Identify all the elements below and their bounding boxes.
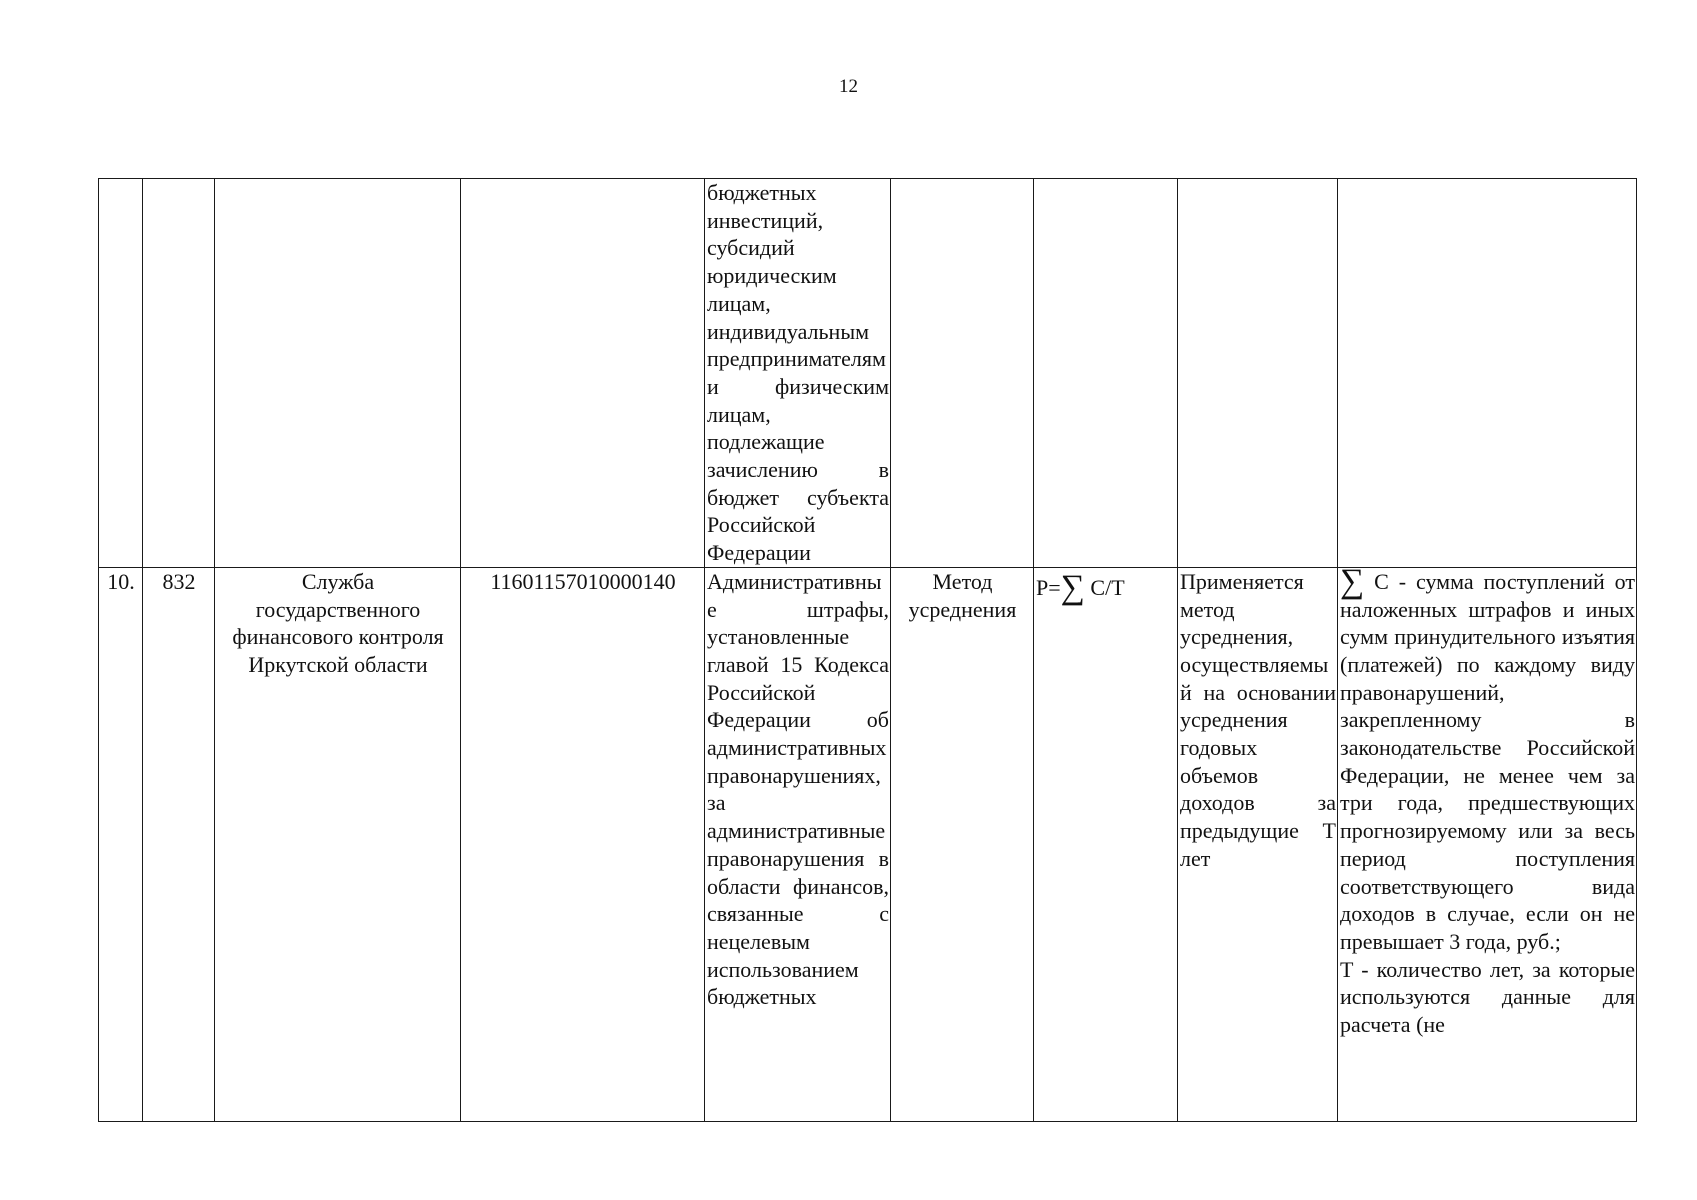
cell-method <box>891 179 1034 568</box>
revenue-forecast-table <box>98 178 1637 1122</box>
cell-algorithm <box>1178 179 1338 568</box>
cell-admin-code <box>143 179 215 568</box>
cell-number: 10. <box>99 567 143 1121</box>
cell-description <box>1338 179 1637 568</box>
cell-kbk-code <box>461 179 705 568</box>
cell-method: Метод усреднения <box>891 567 1034 1121</box>
formula <box>1036 568 1176 606</box>
cell-number <box>99 179 143 568</box>
cell-revenue-name: бюджетных инвестиций, субсидий юридическим лицам, индивидуальным предпринимателям и физическим лицам, подлежащие зачислению в бюджет субъекта Российской Федерации <box>705 179 891 568</box>
cell-formula <box>1034 567 1178 1121</box>
cell-admin-code: 832 <box>143 567 215 1121</box>
formula-prefix: P= <box>1036 574 1061 600</box>
table-row-10 <box>99 567 1637 1121</box>
cell-formula <box>1034 179 1178 568</box>
cell-administrator <box>215 179 461 568</box>
sigma-symbol: ∑ <box>1060 568 1085 606</box>
page-number: 12 <box>839 76 858 97</box>
description-paragraph-2: T - количество лет, за которые используются данные для расчета (не <box>1340 956 1635 1038</box>
cell-description <box>1338 567 1637 1121</box>
cell-administrator: Служба государственного финансового контроля Иркутской области <box>215 567 461 1121</box>
cell-kbk-code: 11601157010000140 <box>461 567 705 1121</box>
description-paragraph-1 <box>1340 568 1635 956</box>
cell-revenue-name: Административные штрафы, установленные главой 15 Кодекса Российской Федерации об административных правонарушениях, за административные правонарушения в области финансов, связанные с нецелевым использованием бюджетных <box>705 567 891 1121</box>
cell-algorithm: Применяется метод усреднения, осуществляемый на основании усреднения годовых объемов доходов за предыдущие T лет <box>1178 567 1338 1121</box>
sigma-symbol: ∑ <box>1340 567 1365 600</box>
description-text-1: C - сумма поступлений от наложенных штрафов и иных сумм принудительного изъятия (платежей) по каждому виду правонарушений, закрепленному в законодательстве Российской Федерации, не менее чем за три года, предшествующих прогнозируемому или за весь период поступления соответствующего вида доходов в случае, если он не превышает 3 года, руб.; <box>1340 568 1635 954</box>
table-row-continued <box>99 179 1637 568</box>
formula-suffix: C/T <box>1084 574 1125 600</box>
